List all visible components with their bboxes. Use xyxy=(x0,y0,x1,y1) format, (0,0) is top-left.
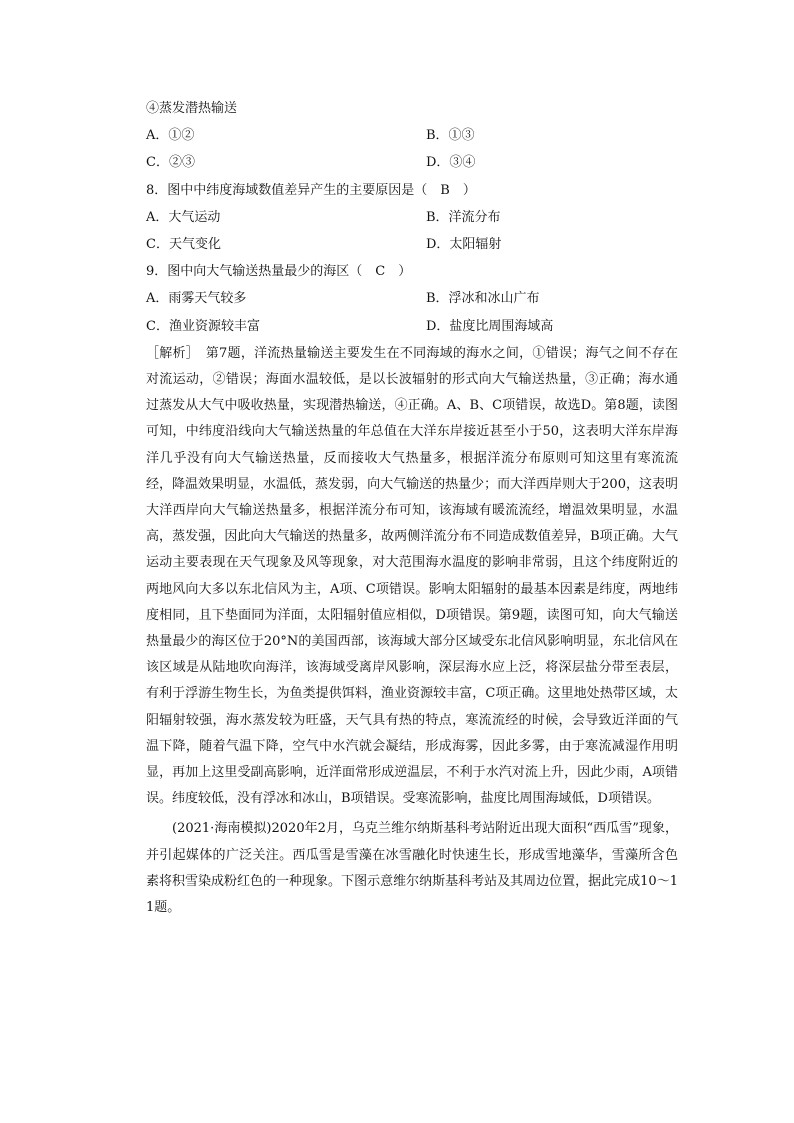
q8-option-c: C．天气变化 xyxy=(146,236,221,252)
q7-option-b: B．①③ xyxy=(426,128,475,144)
q7-option-tail: ④蒸发潜热输送 xyxy=(146,101,238,116)
q9-option-a: A．雨雾天气较多 xyxy=(146,291,247,307)
q9-stem: 9．图中向大气输送热量最少的海区（ C ） xyxy=(146,264,412,280)
document-page xyxy=(146,95,678,921)
analysis-paragraph: ［解析］ 第7题，洋流热量输送主要发生在不同海域的海水之间，①错误；海气之间不存在对流运动，②错误；海面水温较低，是以长波辐射的形式向大气输送热量，③正确；海水通过蒸发从大气中吸收热量，实现潜热输送，④正确。A、B、C项错误，故选D。第8题，读图可知，中纬度沿线向大气输送热量的年总值在大洋东岸接近甚至小于50，这表明大洋东岸海洋几乎没有向大气输送热量，反而接收大气热量多，根据洋流分布原则可知这里有寒流流经，降温效果明显，水温低，蒸发弱，向大气输送的热量少；而大洋西岸则大于200，这表明大洋西岸向大气输送热量多，根据洋流分布可知，该海域有暖流流经，增温效果明显，水温高，蒸发强，因此向大气输送的热量多，故两侧洋流分布不同造成数值差异，B项正确。大气运动主要表现在天气现象及风等现象，对大范围海水温度的影响非常弱，且这个纬度附近的两地风向大多以东北信风为主，A项、C项错误。影响太阳辐射的最基本因素是纬度，两地纬度相同，且下垫面同为洋面，太阳辐射值应相似，D项错误。第9题，读图可知，向大气输送热量最少的海区位于20°N的美国西部，该海域大部分区域受东北信风影响明显，东北信风在该区域是从陆地吹向海洋，该海域受离岸风影响，深层海水应上泛，将深层盐分带至表层，有利于浮游生物生长，为鱼类提供饵料，渔业资源较丰富，C项正确。这里地处热带区域，太阳辐射较强，海水蒸发较为旺盛，天气具有热的特点，寒流流经的时候，会导致近洋面的气温下降，随着气温下降，空气中水汽就会凝结，形成海雾，因此多雾，由于寒流减湿作用明显，再加上这里受副高影响，近洋面常形成逆温层，不利于水汽对流上升，因此少雨，A项错误。纬度较低，没有浮冰和冰山，B项错误。受寒流影响，盐度比周围海域低，D项错误。 xyxy=(146,345,678,807)
q7-options-row-2 xyxy=(146,149,678,176)
q8-options-row-2 xyxy=(146,231,678,258)
q7-option-c: C．②③ xyxy=(146,155,195,171)
q9-options-row-1 xyxy=(146,285,678,312)
q8-option-d: D．太阳辐射 xyxy=(426,236,502,252)
q7-option-a: A．①② xyxy=(146,128,195,144)
q7-options-row-1 xyxy=(146,122,678,149)
q8-stem: 8．图中中纬度海域数值差异产生的主要原因是（ B ） xyxy=(146,182,476,198)
q7-option-d: D．③④ xyxy=(426,155,476,171)
next-question-intro: (2021·海南模拟)2020年2月，乌克兰维尔纳斯基科考站附近出现大面积“西瓜雪”现象，并引起媒体的广泛关注。西瓜雪是雪藻在冰雪融化时快速生长，形成雪地藻华，雪藻所含色素将积雪染成粉红色的一种现象。下图示意维尔纳斯基科考站及其周边位置，据此完成10～11题。 xyxy=(146,821,678,915)
q9-options-row-2 xyxy=(146,313,678,340)
q8-option-a: A．大气运动 xyxy=(146,209,221,225)
q9-option-c: C．渔业资源较丰富 xyxy=(146,318,260,334)
q8-options-row-1 xyxy=(146,204,678,231)
q8-option-b: B．洋流分布 xyxy=(426,209,501,225)
q9-option-b: B．浮冰和冰山广布 xyxy=(426,291,540,307)
q9-option-d: D．盐度比周围海域高 xyxy=(426,318,554,334)
